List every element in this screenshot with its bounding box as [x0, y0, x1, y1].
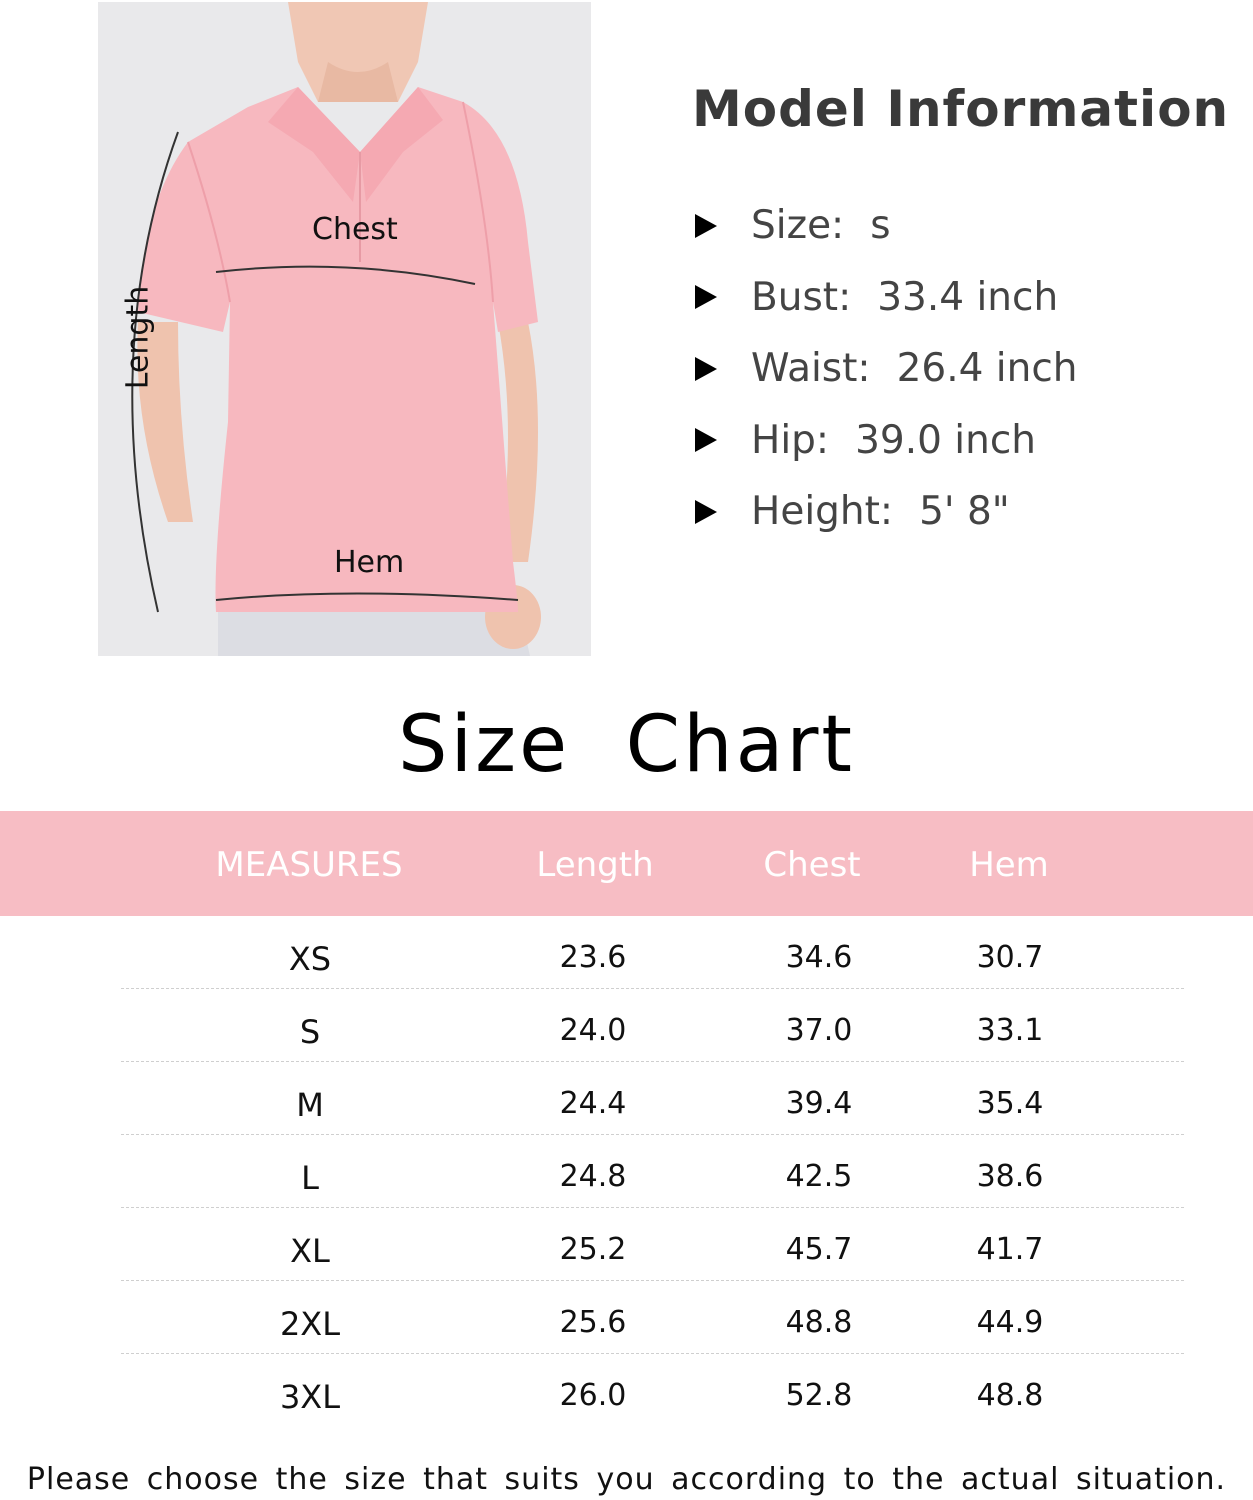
hem-cell: 41.7: [976, 1232, 1044, 1267]
product-photo: [98, 2, 591, 656]
hem-cell: 44.9: [976, 1305, 1044, 1340]
model-info-item: [695, 190, 1078, 262]
chest-cell: 42.5: [785, 1159, 853, 1194]
info-value: 26.4 inch: [896, 346, 1078, 392]
model-info-item: [695, 405, 1078, 477]
size-chart-header: [0, 811, 1253, 916]
triangle-right-icon: [695, 214, 717, 238]
length-label: Length: [120, 285, 156, 390]
length-cell: 24.8: [559, 1159, 627, 1194]
chest-cell: 48.8: [785, 1305, 853, 1340]
triangle-right-icon: [695, 357, 717, 381]
info-value: 39.0 inch: [855, 417, 1037, 463]
info-key: Height:: [751, 489, 894, 535]
hem-cell: 48.8: [976, 1378, 1044, 1413]
length-cell: 25.2: [559, 1232, 627, 1267]
triangle-right-icon: [695, 500, 717, 524]
chest-cell: 45.7: [785, 1232, 853, 1267]
length-cell: 26.0: [559, 1378, 627, 1413]
hem-cell: 30.7: [976, 940, 1044, 975]
length-cell: 25.6: [559, 1305, 627, 1340]
chest-cell: 37.0: [785, 1013, 853, 1048]
info-key: Bust:: [751, 274, 852, 320]
size-cell: L: [301, 1159, 319, 1197]
hem-cell: 38.6: [976, 1159, 1044, 1194]
size-cell: 3XL: [279, 1378, 341, 1416]
hem-label: Hem: [334, 545, 405, 580]
chest-cell: 39.4: [785, 1086, 853, 1121]
table-row: [0, 916, 1253, 989]
length-cell: 24.0: [559, 1013, 627, 1048]
table-row: [0, 1135, 1253, 1208]
table-row: [0, 1062, 1253, 1135]
size-cell: XL: [290, 1232, 330, 1270]
table-row: [0, 1354, 1253, 1427]
model-info-item: [695, 333, 1078, 405]
column-header-measures: MEASURES: [215, 845, 403, 885]
hem-cell: 35.4: [976, 1086, 1044, 1121]
triangle-right-icon: [695, 285, 717, 309]
length-cell: 24.4: [559, 1086, 627, 1121]
triangle-right-icon: [695, 428, 717, 452]
size-cell: M: [296, 1086, 324, 1124]
size-cell: S: [299, 1013, 321, 1051]
info-value: s: [870, 203, 891, 249]
column-header-length: Length: [536, 845, 654, 885]
chest-cell: 52.8: [785, 1378, 853, 1413]
size-chart-body: [0, 916, 1253, 1427]
footer-note: Please choose the size that suits you according to the actual situation.: [26, 1462, 1227, 1497]
info-key: Waist:: [751, 346, 871, 392]
chest-cell: 34.6: [785, 940, 853, 975]
size-chart-title: Size Chart: [397, 700, 856, 790]
info-key: Size:: [751, 203, 845, 249]
info-value: 33.4 inch: [877, 274, 1059, 320]
size-cell: XS: [288, 940, 332, 978]
column-header-hem: Hem: [969, 845, 1049, 885]
model-info-item: [695, 476, 1078, 548]
table-row: [0, 1281, 1253, 1354]
length-cell: 23.6: [559, 940, 627, 975]
model-info-list: [695, 190, 1078, 548]
column-header-chest: Chest: [763, 845, 861, 885]
size-cell: 2XL: [279, 1305, 341, 1343]
chest-label: Chest: [312, 212, 398, 247]
model-info-item: [695, 262, 1078, 334]
table-row: [0, 989, 1253, 1062]
info-value: 5' 8": [919, 489, 1010, 535]
table-row: [0, 1208, 1253, 1281]
info-key: Hip:: [751, 417, 830, 463]
model-information-title: Model Information: [692, 80, 1230, 138]
hem-cell: 33.1: [976, 1013, 1044, 1048]
